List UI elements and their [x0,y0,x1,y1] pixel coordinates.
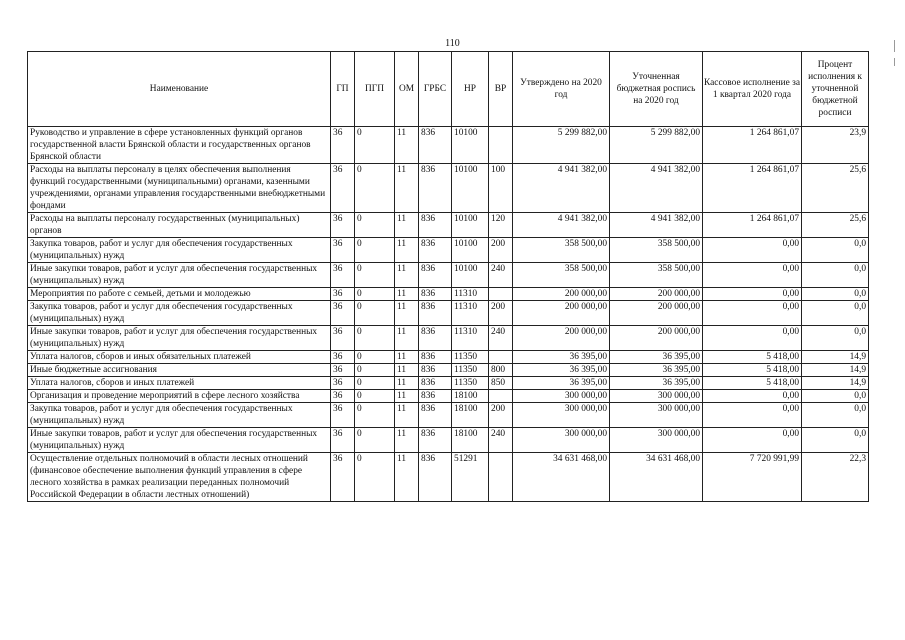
cell-om: 11 [395,377,419,390]
cell-approved: 36 395,00 [513,351,610,364]
cell-cash: 1 264 861,07 [703,213,802,238]
cell-name: Иные закупки товаров, работ и услуг для обеспечения государственных (муниципальных) нужд [28,326,331,351]
cell-om: 11 [395,326,419,351]
cell-vr: 850 [489,377,513,390]
cell-refined: 200 000,00 [610,301,703,326]
cell-cash: 0,00 [703,390,802,403]
header-nr: НР [452,52,489,127]
cell-om: 11 [395,351,419,364]
cell-approved: 300 000,00 [513,390,610,403]
cell-om: 11 [395,288,419,301]
cell-refined: 36 395,00 [610,351,703,364]
cell-vr [489,351,513,364]
cell-gp: 36 [331,390,355,403]
cell-nr: 11350 [452,377,489,390]
cell-refined: 300 000,00 [610,403,703,428]
header-vr: ВР [489,52,513,127]
cell-name: Иные закупки товаров, работ и услуг для обеспечения государственных (муниципальных) нужд [28,428,331,453]
cell-ppgp: 0 [355,364,395,377]
header-row [28,52,869,127]
cell-refined: 200 000,00 [610,288,703,301]
cell-refined: 36 395,00 [610,377,703,390]
cell-name: Расходы на выплаты персоналу государственных (муниципальных) органов [28,213,331,238]
cell-cash: 0,00 [703,238,802,263]
header-refined: Уточненная бюджетная роспись на 2020 год [610,52,703,127]
cell-percent: 0,0 [802,403,869,428]
cell-grbs: 836 [419,301,452,326]
cell-grbs: 836 [419,326,452,351]
cell-vr: 240 [489,263,513,288]
cell-om: 11 [395,213,419,238]
cell-grbs: 836 [419,377,452,390]
cell-nr: 10100 [452,263,489,288]
table-row [28,351,869,364]
header-om: ОМ [395,52,419,127]
cell-cash: 7 720 991,99 [703,453,802,502]
cell-approved: 34 631 468,00 [513,453,610,502]
cell-grbs: 836 [419,364,452,377]
header-name: Наименование [28,52,331,127]
cell-vr: 200 [489,403,513,428]
cell-percent: 14,9 [802,364,869,377]
cell-vr: 240 [489,428,513,453]
cell-refined: 200 000,00 [610,326,703,351]
table-row [28,377,869,390]
cell-om: 11 [395,164,419,213]
cell-ppgp: 0 [355,403,395,428]
cell-ppgp: 0 [355,288,395,301]
cell-om: 11 [395,263,419,288]
cell-ppgp: 0 [355,238,395,263]
cell-percent: 14,9 [802,377,869,390]
cell-grbs: 836 [419,213,452,238]
cell-om: 11 [395,403,419,428]
cell-ppgp: 0 [355,453,395,502]
cell-cash: 0,00 [703,263,802,288]
cell-nr: 11310 [452,288,489,301]
cell-percent: 0,0 [802,238,869,263]
cell-grbs: 836 [419,263,452,288]
cell-ppgp: 0 [355,301,395,326]
cell-om: 11 [395,428,419,453]
cell-vr [489,453,513,502]
cell-nr: 10100 [452,238,489,263]
table-row [28,127,869,164]
cell-vr [489,127,513,164]
cell-refined: 358 500,00 [610,238,703,263]
cell-percent: 23,9 [802,127,869,164]
cell-gp: 36 [331,238,355,263]
cell-percent: 25,6 [802,164,869,213]
cell-grbs: 836 [419,390,452,403]
header-ppgp: ПГП [355,52,395,127]
cell-percent: 0,0 [802,390,869,403]
edge-mark [894,58,895,66]
cell-grbs: 836 [419,164,452,213]
cell-name: Закупка товаров, работ и услуг для обеспечения государственных (муниципальных) нужд [28,238,331,263]
cell-om: 11 [395,390,419,403]
cell-grbs: 836 [419,288,452,301]
cell-om: 11 [395,301,419,326]
cell-gp: 36 [331,164,355,213]
cell-name: Уплата налогов, сборов и иных обязательных платежей [28,351,331,364]
cell-approved: 4 941 382,00 [513,164,610,213]
cell-name: Иные закупки товаров, работ и услуг для обеспечения государственных (муниципальных) нужд [28,263,331,288]
cell-name: Иные бюджетные ассигнования [28,364,331,377]
cell-grbs: 836 [419,351,452,364]
cell-approved: 4 941 382,00 [513,213,610,238]
table-row [28,213,869,238]
cell-refined: 4 941 382,00 [610,164,703,213]
table-row [28,364,869,377]
cell-cash: 0,00 [703,288,802,301]
cell-cash: 0,00 [703,326,802,351]
cell-ppgp: 0 [355,263,395,288]
cell-percent: 0,0 [802,428,869,453]
cell-om: 11 [395,453,419,502]
cell-cash: 0,00 [703,428,802,453]
header-cash: Кассовое исполнение за 1 квартал 2020 года [703,52,802,127]
cell-nr: 11350 [452,364,489,377]
table-row [28,453,869,502]
cell-approved: 200 000,00 [513,288,610,301]
cell-approved: 358 500,00 [513,263,610,288]
cell-gp: 36 [331,364,355,377]
cell-nr: 10100 [452,127,489,164]
cell-ppgp: 0 [355,428,395,453]
cell-approved: 300 000,00 [513,428,610,453]
cell-nr: 18100 [452,403,489,428]
page-number: 110 [445,38,460,49]
cell-ppgp: 0 [355,377,395,390]
cell-vr: 200 [489,238,513,263]
cell-gp: 36 [331,428,355,453]
cell-grbs: 836 [419,403,452,428]
cell-nr: 11350 [452,351,489,364]
table-body [28,127,869,502]
table-row [28,164,869,213]
table-row [28,326,869,351]
cell-vr [489,390,513,403]
cell-gp: 36 [331,377,355,390]
cell-gp: 36 [331,351,355,364]
header-approved: Утверждено на 2020 год [513,52,610,127]
cell-cash: 1 264 861,07 [703,127,802,164]
cell-name: Организация и проведение мероприятий в сфере лесного хозяйства [28,390,331,403]
table-row [28,301,869,326]
cell-ppgp: 0 [355,213,395,238]
cell-name: Осуществление отдельных полномочий в области лесных отношений (финансовое обеспечение выполнения функций управления в сфере лесного хозяйства в рамках реализации переданных полномочий Российской Федерации в области лестных отношений) [28,453,331,502]
cell-approved: 200 000,00 [513,301,610,326]
table-row [28,263,869,288]
cell-percent: 0,0 [802,288,869,301]
cell-nr: 11310 [452,326,489,351]
cell-cash: 1 264 861,07 [703,164,802,213]
edge-mark [894,40,895,52]
cell-percent: 0,0 [802,301,869,326]
cell-approved: 358 500,00 [513,238,610,263]
cell-grbs: 836 [419,127,452,164]
cell-refined: 4 941 382,00 [610,213,703,238]
cell-gp: 36 [331,213,355,238]
cell-nr: 51291 [452,453,489,502]
cell-percent: 14,9 [802,351,869,364]
cell-cash: 0,00 [703,301,802,326]
cell-gp: 36 [331,127,355,164]
cell-approved: 5 299 882,00 [513,127,610,164]
cell-vr: 120 [489,213,513,238]
cell-refined: 34 631 468,00 [610,453,703,502]
cell-nr: 18100 [452,390,489,403]
cell-approved: 36 395,00 [513,377,610,390]
cell-ppgp: 0 [355,326,395,351]
cell-percent: 25,6 [802,213,869,238]
cell-refined: 5 299 882,00 [610,127,703,164]
table-row [28,238,869,263]
cell-gp: 36 [331,403,355,428]
table-row [28,428,869,453]
cell-nr: 11310 [452,301,489,326]
cell-name: Расходы на выплаты персоналу в целях обеспечения выполнения функций государственными (муниципальными) органами, казенными учреждениями, органами управления государственными внебюджетными фондами [28,164,331,213]
cell-om: 11 [395,127,419,164]
cell-cash: 5 418,00 [703,364,802,377]
cell-name: Закупка товаров, работ и услуг для обеспечения государственных (муниципальных) нужд [28,301,331,326]
cell-gp: 36 [331,453,355,502]
table-row [28,288,869,301]
cell-cash: 0,00 [703,403,802,428]
cell-vr: 100 [489,164,513,213]
cell-grbs: 836 [419,453,452,502]
cell-grbs: 836 [419,238,452,263]
table-row [28,403,869,428]
cell-ppgp: 0 [355,390,395,403]
cell-ppgp: 0 [355,127,395,164]
cell-name: Руководство и управление в сфере установленных функций органов государственной власти Брянской области и государственных органов Брянской области [28,127,331,164]
cell-nr: 18100 [452,428,489,453]
cell-gp: 36 [331,263,355,288]
cell-grbs: 836 [419,428,452,453]
cell-approved: 300 000,00 [513,403,610,428]
cell-refined: 358 500,00 [610,263,703,288]
cell-name: Уплата налогов, сборов и иных платежей [28,377,331,390]
cell-om: 11 [395,238,419,263]
cell-percent: 0,0 [802,263,869,288]
cell-name: Закупка товаров, работ и услуг для обеспечения государственных (муниципальных) нужд [28,403,331,428]
cell-nr: 10100 [452,213,489,238]
header-grbs: ГРБС [419,52,452,127]
table-row [28,390,869,403]
budget-execution-table [27,51,869,502]
header-percent: Процент исполнения к уточненной бюджетной росписи [802,52,869,127]
cell-ppgp: 0 [355,351,395,364]
cell-gp: 36 [331,326,355,351]
cell-vr: 800 [489,364,513,377]
cell-approved: 200 000,00 [513,326,610,351]
cell-name: Мероприятия по работе с семьей, детьми и молодежью [28,288,331,301]
cell-refined: 300 000,00 [610,390,703,403]
cell-approved: 36 395,00 [513,364,610,377]
cell-nr: 10100 [452,164,489,213]
cell-percent: 22,3 [802,453,869,502]
cell-vr: 240 [489,326,513,351]
cell-percent: 0,0 [802,326,869,351]
cell-om: 11 [395,364,419,377]
cell-cash: 5 418,00 [703,351,802,364]
cell-gp: 36 [331,301,355,326]
cell-gp: 36 [331,288,355,301]
header-gp: ГП [331,52,355,127]
cell-refined: 36 395,00 [610,364,703,377]
cell-cash: 5 418,00 [703,377,802,390]
cell-ppgp: 0 [355,164,395,213]
cell-vr [489,288,513,301]
cell-vr: 200 [489,301,513,326]
cell-refined: 300 000,00 [610,428,703,453]
